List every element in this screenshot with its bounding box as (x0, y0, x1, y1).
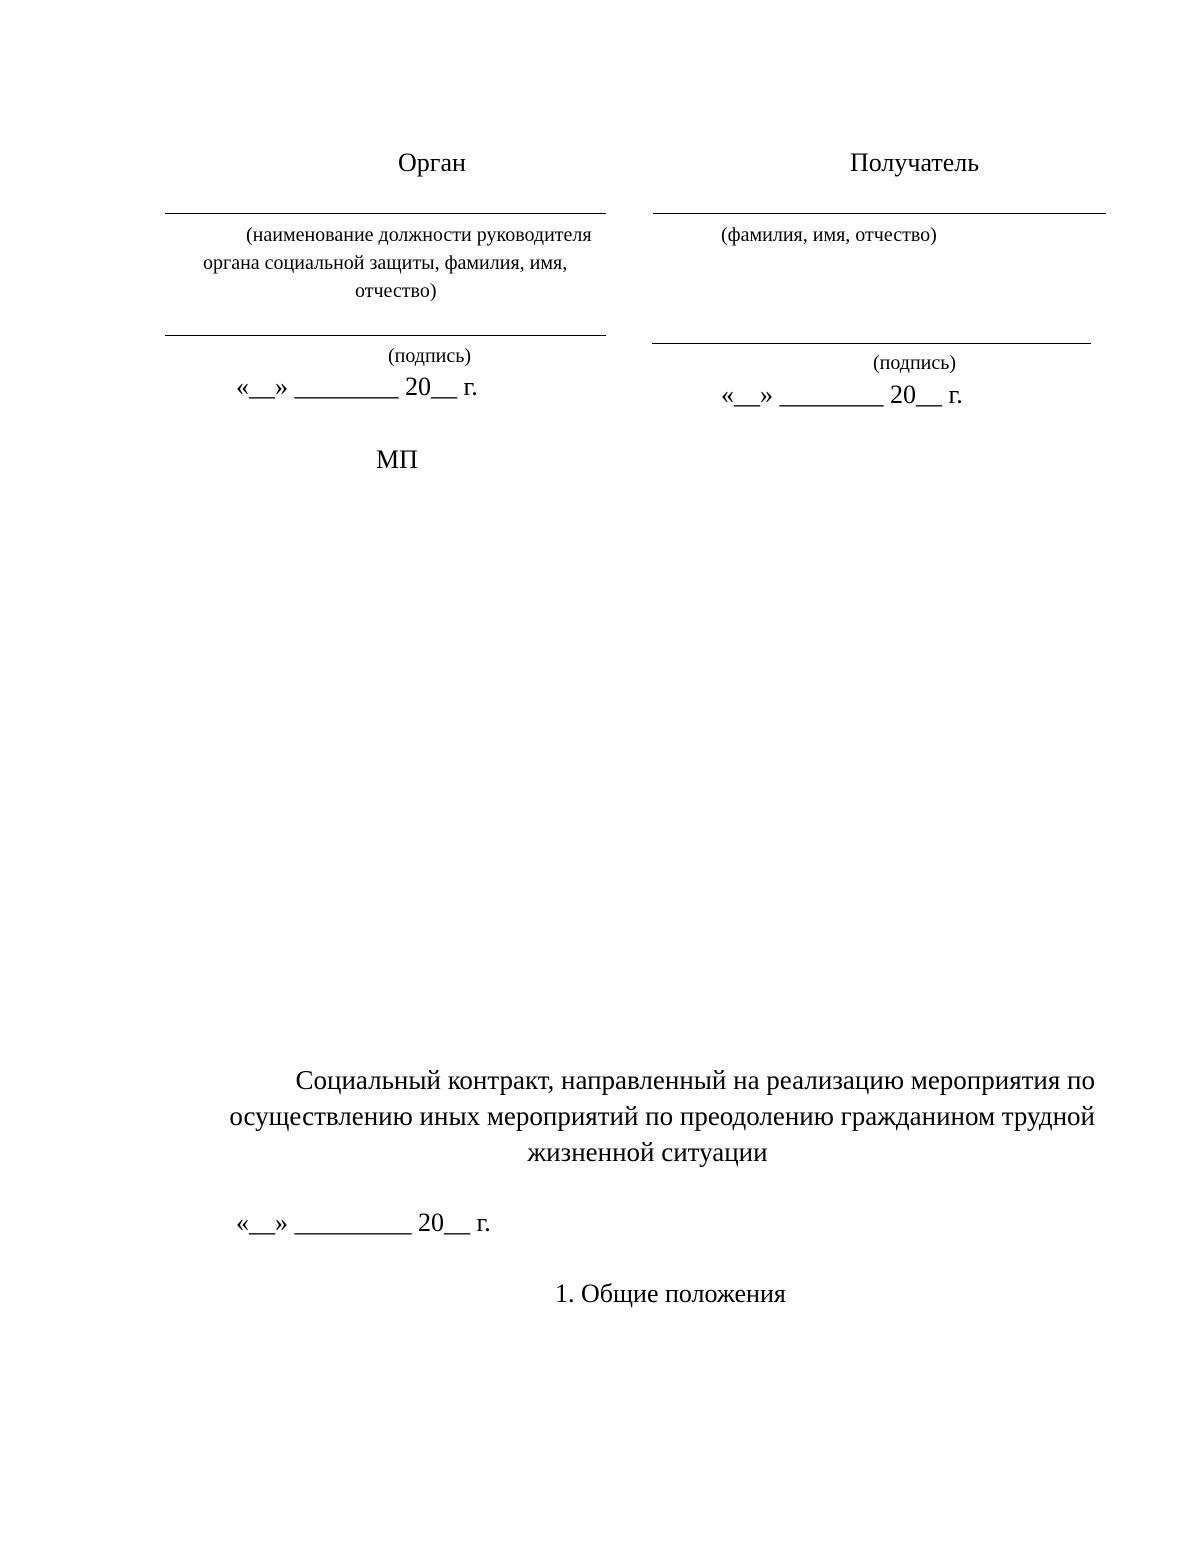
right-party-heading: Получатель (850, 148, 980, 177)
stamp-label: МП (376, 445, 418, 474)
right-caption: (фамилия, имя, отчество) (721, 224, 937, 246)
left-name-line (165, 213, 606, 214)
contract-title-line3: жизненной ситуации (527, 1137, 768, 1167)
contract-title (190, 1062, 1095, 1170)
contract-title-line2: осуществлению иных мероприятий по преодолению гражданином трудной (229, 1101, 1095, 1131)
left-party-heading: Орган (398, 148, 466, 177)
right-signature-caption: (подпись) (873, 352, 957, 374)
left-signature-line (165, 335, 606, 336)
right-date: «__» ________ 20__ г. (721, 380, 963, 409)
left-caption-line2: органа социальной защиты, фамилия, имя, (203, 252, 568, 274)
right-signature-line (652, 343, 1091, 344)
contract-date: «__» _________ 20__ г. (236, 1208, 491, 1237)
contract-title-line1: Социальный контракт, направленный на реализацию мероприятия по (295, 1065, 1095, 1095)
right-name-line (653, 213, 1106, 214)
left-caption-line3: отчество) (355, 280, 437, 302)
left-signature-caption: (подпись) (388, 345, 472, 367)
section-heading: 1. Общие положения (555, 1279, 786, 1308)
left-date: «__» ________ 20__ г. (236, 372, 478, 401)
left-caption-line1: (наименование должности руководителя (246, 224, 592, 246)
